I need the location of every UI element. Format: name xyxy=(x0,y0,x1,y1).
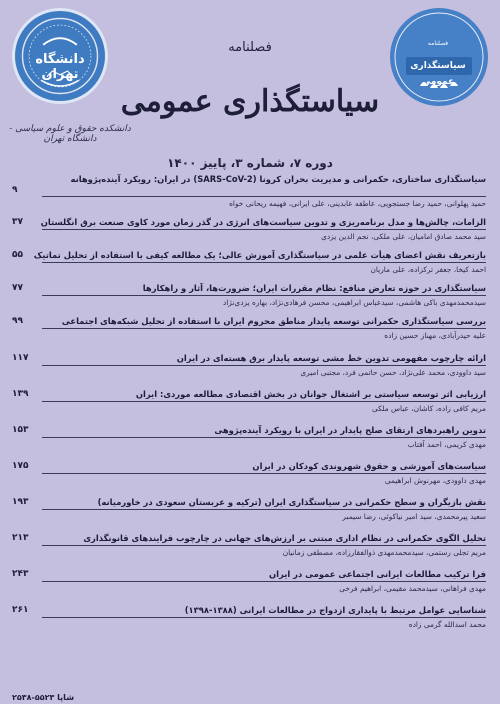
table-of-contents xyxy=(12,174,486,630)
toc-authors: مهدی کریمی، احمد آفتاب xyxy=(407,440,486,449)
toc-page-number: ۱۱۷ xyxy=(12,353,29,363)
emblem-title-text: سیاستگذاری عمومی xyxy=(410,61,466,87)
toc-rule xyxy=(42,229,486,230)
toc-entry[interactable] xyxy=(12,425,486,450)
toc-article-title: بازتعریف نقش اعضای هیأت علمی در سیاستگذاری آموزش عالی؛ یک مطالعه کیفی با استفاده از تحلیل تماتیک xyxy=(33,250,486,260)
toc-page-number: ۹۹ xyxy=(12,316,23,326)
toc-entry[interactable] xyxy=(12,283,486,308)
toc-entry[interactable] xyxy=(12,316,486,341)
toc-authors: مهدی فراهانی، سیدمحمد مقیمی، ابراهیم فرخی xyxy=(339,584,486,593)
journal-emblem-logo xyxy=(390,8,488,106)
issn-number: شاپا ۵۵۲۳-۲۵۳۸ xyxy=(12,693,75,702)
toc-rule xyxy=(42,581,486,582)
toc-rule xyxy=(42,196,486,197)
toc-authors: سیدمحمدمهدی باکی هاشمی، سیدعباس ابراهیمی، محسن فرهادی‌نژاد، بهاره یزدی‌نژاد xyxy=(222,298,486,307)
toc-entry[interactable] xyxy=(12,389,486,414)
journal-kind: فصلنامه xyxy=(228,40,272,55)
emblem-top-text: فصلنامه xyxy=(427,40,449,47)
toc-rule xyxy=(42,401,486,402)
toc-entry[interactable] xyxy=(12,497,486,522)
toc-page-number: ۱۷۵ xyxy=(12,461,29,471)
toc-article-title: سیاستگذاری ساختاری، حکمرانی و مدیریت بحران کرونا (SARS-CoV-2) در ایران: رویکرد آینده‌پژوهانه xyxy=(70,174,486,184)
toc-page-number: ۳۷ xyxy=(12,217,23,227)
toc-authors: مریم تجلی رستمی، سیدمحمدمهدی ذوالفقارزاده، مصطفی زمانیان xyxy=(282,548,486,557)
toc-entry[interactable] xyxy=(12,461,486,486)
toc-article-title: فرا ترکیب مطالعات ایرانی اجتماعی عمومی در ایران xyxy=(268,569,486,579)
toc-entry[interactable] xyxy=(12,353,486,378)
issue-info: دوره ۷، شماره ۳، پاییز ۱۴۰۰ xyxy=(167,156,333,170)
toc-rule xyxy=(42,617,486,618)
toc-authors: مهدی داوودی، مهرنوش ابراهیمی xyxy=(384,476,486,485)
toc-article-title: تدوین راهبردهای ارتقای صلح پایدار در ایران با رویکرد آینده‌پژوهی xyxy=(214,425,486,435)
toc-rule xyxy=(42,365,486,366)
toc-rule xyxy=(42,509,486,510)
toc-authors: سعید پیرمحمدی، سید امیر نیاکوئی، رضا سیمبر xyxy=(342,512,486,521)
toc-page-number: ۹ xyxy=(12,185,18,195)
toc-rule xyxy=(42,262,486,263)
toc-article-title: بررسی سیاستگذاری حکمرانی توسعه پایدار مناطق محروم ایران با استفاده از تحلیل شبکه‌های اجتماعی xyxy=(61,316,486,326)
toc-authors: احمد کیخا، جعفر ترکزاده، علی ماریان xyxy=(370,265,486,274)
toc-article-title: الزامات، چالش‌ها و مدل برنامه‌ریزی و تدوین سیاست‌های انرژی در گذر زمان مورد کاوی صنعت برق انگلستان xyxy=(40,217,486,227)
toc-authors: مریم کافی زاده، کاشان، عباس ملکی xyxy=(372,404,486,413)
toc-entry[interactable] xyxy=(12,217,486,242)
toc-page-number: ۲۶۱ xyxy=(12,605,29,615)
toc-page-number: ۵۵ xyxy=(12,250,23,260)
university-seal-text: دانشگاه تهران xyxy=(35,52,85,82)
toc-article-title: ارائه چارچوب مفهومی تدوین خط مشی توسعه پایدار برق هسته‌ای در ایران xyxy=(176,353,486,363)
toc-article-title: نقش بازیگران و سطح حکمرانی در سیاستگذاری ایران (ترکیه و عربستان سعودی در خاورمیانه) xyxy=(97,497,486,507)
toc-article-title: سیاست‌های آموزشی و حقوق شهروندی کودکان در ایران xyxy=(252,461,486,471)
toc-rule xyxy=(42,473,486,474)
toc-article-title: شناسایی عوامل مرتبط با پایداری ازدواج در مطالعات ایرانی (۱۳۸۸-۱۳۹۸) xyxy=(184,605,486,615)
toc-authors: علیه حیدرآبادی، مهناز حسین زاده xyxy=(384,331,486,340)
toc-article-title: ارزیابی اثر توسعه سیاستی بر اشتغال جوانان در بخش اقتصادی مطالعه موردی: ایران xyxy=(135,389,486,399)
toc-rule xyxy=(42,328,486,329)
toc-authors: سید داوودی، محمد علی‌نژاد، حسن حاتمی فرد، مجتبی امیری xyxy=(300,368,486,377)
journal-title: سیاستگذاری عمومی xyxy=(120,84,380,119)
faculty-signature-caption: دانشکده حقوق و علوم سیاسی - دانشگاه تهران xyxy=(9,124,131,144)
toc-page-number: ۲۴۳ xyxy=(12,569,29,579)
toc-page-number: ۱۵۳ xyxy=(12,425,29,435)
toc-entry[interactable] xyxy=(12,605,486,630)
toc-authors: حمید پهلوانی، حمید رضا جستجویی، عاطفه عابدینی، علی ایرانی، فهیمه ریحانی خواه xyxy=(229,199,486,208)
toc-entry[interactable] xyxy=(12,174,486,209)
toc-entry[interactable] xyxy=(12,533,486,558)
toc-entry[interactable] xyxy=(12,250,486,275)
toc-rule xyxy=(42,437,486,438)
toc-article-title: سیاستگذاری در حوزه تعارض منافع: نظام مقررات ایران؛ ضرورت‌ها، آثار و راهکارها xyxy=(142,283,486,293)
toc-page-number: ۲۱۳ xyxy=(12,533,29,543)
toc-rule xyxy=(42,545,486,546)
toc-page-number: ۱۹۳ xyxy=(12,497,29,507)
toc-entry[interactable] xyxy=(12,569,486,594)
toc-page-number: ۷۷ xyxy=(12,283,23,293)
toc-page-number: ۱۳۹ xyxy=(12,389,29,399)
toc-rule xyxy=(42,295,486,296)
toc-article-title: تحلیل الگوی حکمرانی در نظام اداری مبتنی بر ارزش‌های جهانی در چارچوب فرایندهای قانونگذاری xyxy=(83,533,486,543)
toc-authors: محمد اسدالله گرمی زاده xyxy=(408,620,486,629)
toc-authors: سید محمد صادق امامیان، علی ملکی، نجم الدین یزدی xyxy=(321,232,486,241)
